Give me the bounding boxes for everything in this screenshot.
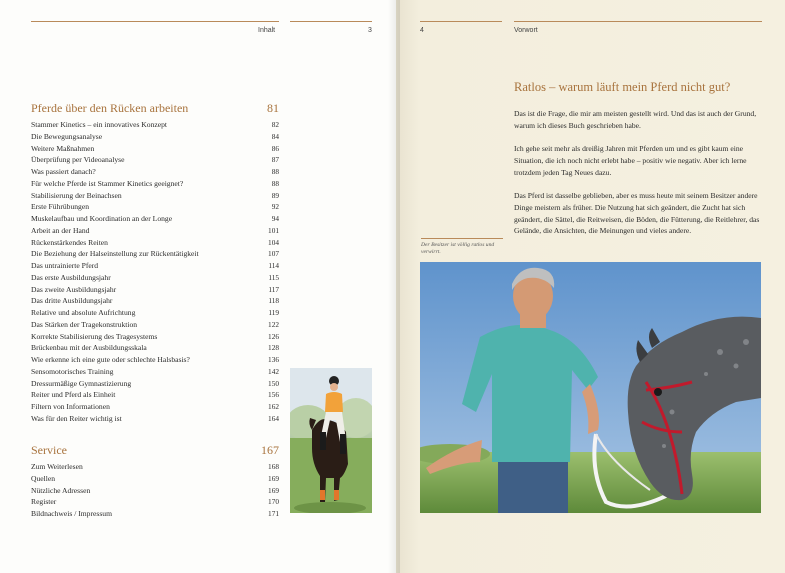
toc-entry-label: Nützliche Adressen — [31, 485, 91, 495]
toc-entry-list — [31, 119, 279, 425]
owner-with-horse-photo — [420, 262, 761, 513]
toc-section-heading — [31, 443, 279, 460]
toc-section-pferde — [31, 101, 279, 425]
toc-section-title: Pferde über den Rücken arbeiten — [31, 101, 189, 115]
toc-entry — [31, 331, 279, 343]
toc-entry-page: 84 — [271, 131, 279, 141]
body-paragraph-3: Das Pferd ist dasselbe geblieben, aber es muss heute mit seinem Besitzer andere Dinge meistern als früher. Die Nutzung hat sich geändert, die Zucht hat sich geändert, die Sättel, die Reitweisen, die Böden, die Fütterung, die Reitlehrer, das Gelände, die Ansichten, die Meinungen und vieles andere. — [514, 191, 760, 236]
toc-entry-label: Das zweite Ausbildungsjahr — [31, 284, 117, 294]
toc-entry-page: 122 — [268, 319, 279, 329]
toc-entry-page: 170 — [268, 497, 279, 507]
toc-entry-label: Bildnachweis / Impressum — [31, 509, 112, 518]
toc-entry-page: 89 — [271, 190, 279, 200]
toc-entry-page: 92 — [271, 202, 279, 212]
book-gutter — [388, 0, 400, 573]
toc-entry — [31, 237, 279, 249]
man-and-horse-illustration — [420, 262, 761, 513]
body-paragraph-2: Ich gehe seit mehr als dreißig Jahren mit Pferden um und es gibt kaum eine Situation, die ich noch nicht erlebt habe – positiv wie negativ. Aber ich lerne trotzdem jeden Tag Neues dazu. — [514, 144, 747, 177]
left-header-rule-short — [290, 21, 372, 22]
toc-entry-label: Reiter und Pferd als Einheit — [31, 390, 116, 400]
toc-entry — [31, 401, 279, 413]
chapter-title: Ratlos – warum läuft mein Pferd nicht gut? — [514, 80, 731, 94]
toc-entry — [31, 413, 279, 425]
toc-section-page: 167 — [261, 443, 279, 457]
toc-entry — [31, 131, 279, 143]
toc-entry-label: Das erste Ausbildungsjahr — [31, 272, 111, 282]
toc-entry-page: 82 — [271, 120, 279, 129]
rider-photo — [290, 368, 372, 513]
toc-entry-label: Filtern von Informationen — [31, 402, 110, 411]
toc-entry-page: 104 — [268, 237, 279, 247]
toc-entry-label: Erste Führübungen — [31, 202, 89, 212]
toc-entry-page: 86 — [271, 143, 279, 153]
toc-section-title: Service — [31, 443, 67, 457]
toc-entry-label: Die Beziehung der Halseinstellung zur Rückentätigkeit — [31, 249, 199, 259]
toc-entry-label: Rückenstärkendes Reiten — [31, 237, 108, 247]
body-paragraph-1: Das ist die Frage, die mir am meisten gestellt wird. Und das ist auch der Grund, warum ich dieses Buch geschrieben habe. — [514, 109, 757, 130]
toc-entry-label: Muskelaufbau und Koordination an der Longe — [31, 214, 173, 223]
toc-entry-page: 114 — [268, 261, 279, 270]
toc-entry-label: Quellen — [31, 473, 56, 483]
toc-entry-page: 142 — [268, 366, 279, 376]
toc-entry — [31, 366, 279, 378]
toc-entry — [31, 213, 279, 225]
toc-entry-label: Sensomotorisches Training — [31, 366, 114, 376]
toc-entry — [31, 496, 279, 508]
toc-entry-page: 126 — [268, 331, 279, 341]
right-header-rule — [514, 21, 762, 22]
toc-entry-label: Register — [31, 497, 57, 507]
toc-entry-list — [31, 461, 279, 520]
photo-caption: Der Besitzer ist völlig ratlos und verwirrt. — [421, 242, 495, 255]
toc-entry-page: 171 — [268, 509, 279, 518]
toc-entry-page: 128 — [268, 343, 279, 353]
toc-entry — [31, 143, 279, 155]
toc-entry — [31, 354, 279, 366]
toc-entry-page: 150 — [268, 378, 279, 388]
toc-entry-page: 169 — [268, 473, 279, 483]
toc-entry-label: Das Stärken der Tragekonstruktion — [31, 319, 138, 329]
toc-entry — [31, 166, 279, 178]
left-page-number: 3 — [368, 27, 372, 34]
toc-entry-label: Das untrainierte Pferd — [31, 261, 99, 270]
toc-entry-page: 101 — [268, 225, 279, 235]
toc-entry — [31, 389, 279, 401]
left-header-rule — [31, 21, 279, 22]
toc-entry-page: 117 — [268, 284, 279, 294]
toc-entry-page: 118 — [268, 296, 279, 306]
toc-entry-label: Zum Weiterlesen — [31, 462, 83, 471]
toc-entry — [31, 461, 279, 473]
toc-entry — [31, 190, 279, 202]
toc-entry-label: Überprüfung per Videoanalyse — [31, 155, 125, 165]
toc-section-page: 81 — [267, 101, 279, 115]
toc-entry-page: 119 — [268, 308, 279, 317]
toc-entry-label: Arbeit an der Hand — [31, 225, 90, 235]
toc-entry — [31, 473, 279, 485]
toc-entry-page: 168 — [268, 462, 279, 471]
toc-entry-page: 164 — [268, 413, 279, 423]
toc-entry-page: 88 — [271, 178, 279, 188]
toc-section-service — [31, 443, 279, 520]
toc-entry-page: 88 — [271, 167, 279, 176]
toc-entry — [31, 248, 279, 260]
rider-on-horse-illustration — [290, 368, 372, 513]
toc-entry-label: Brückenbau mit der Ausbildungsskala — [31, 343, 147, 353]
toc-entry — [31, 284, 279, 296]
toc-entry-page: 94 — [271, 214, 279, 223]
toc-entry — [31, 485, 279, 497]
toc-entry — [31, 225, 279, 237]
toc-entry-label: Stabilisierung der Beinachsen — [31, 190, 122, 200]
toc-entry-page: 107 — [268, 249, 279, 259]
toc-section-heading — [31, 101, 279, 118]
right-page-number: 4 — [420, 27, 424, 34]
toc-entry-page: 162 — [268, 402, 279, 411]
toc-entry-label: Für welche Pferde ist Stammer Kinetics geeignet? — [31, 178, 184, 188]
toc-entry — [31, 342, 279, 354]
toc-entry — [31, 119, 279, 131]
right-header-rule-short — [420, 21, 502, 22]
toc-entry-label: Weitere Maßnahmen — [31, 143, 95, 153]
toc-entry-page: 169 — [268, 485, 279, 495]
toc-entry-page: 136 — [268, 355, 279, 364]
toc-entry-page: 156 — [268, 390, 279, 400]
toc-entry — [31, 154, 279, 166]
right-running-head: Vorwort — [514, 27, 538, 34]
caption-rule — [421, 238, 503, 239]
toc-entry-label: Was für den Reiter wichtig ist — [31, 413, 122, 423]
toc-entry-label: Korrekte Stabilisierung des Tragesystems — [31, 331, 158, 341]
toc-entry — [31, 178, 279, 190]
toc-entry-label: Wie erkenne ich eine gute oder schlechte Halsbasis? — [31, 355, 190, 364]
toc-entry — [31, 260, 279, 272]
toc-entry — [31, 295, 279, 307]
toc-entry-label: Relative und absolute Aufrichtung — [31, 308, 136, 317]
toc-entry-label: Die Bewegungsanalyse — [31, 131, 103, 141]
left-running-head: Inhalt — [258, 27, 276, 34]
toc-entry — [31, 307, 279, 319]
toc-entry — [31, 201, 279, 213]
toc-entry-label: Dressurmäßige Gymnastizierung — [31, 378, 132, 388]
toc-entry-label: Das dritte Ausbildungsjahr — [31, 296, 113, 306]
toc-entry — [31, 378, 279, 390]
toc-entry-label: Was passiert danach? — [31, 167, 96, 176]
toc-entry-label: Stammer Kinetics – ein innovatives Konzept — [31, 120, 168, 129]
toc-entry — [31, 272, 279, 284]
toc-entry — [31, 319, 279, 331]
toc-entry — [31, 508, 279, 520]
toc-entry-page: 87 — [271, 155, 279, 165]
toc-entry-page: 115 — [268, 272, 279, 282]
